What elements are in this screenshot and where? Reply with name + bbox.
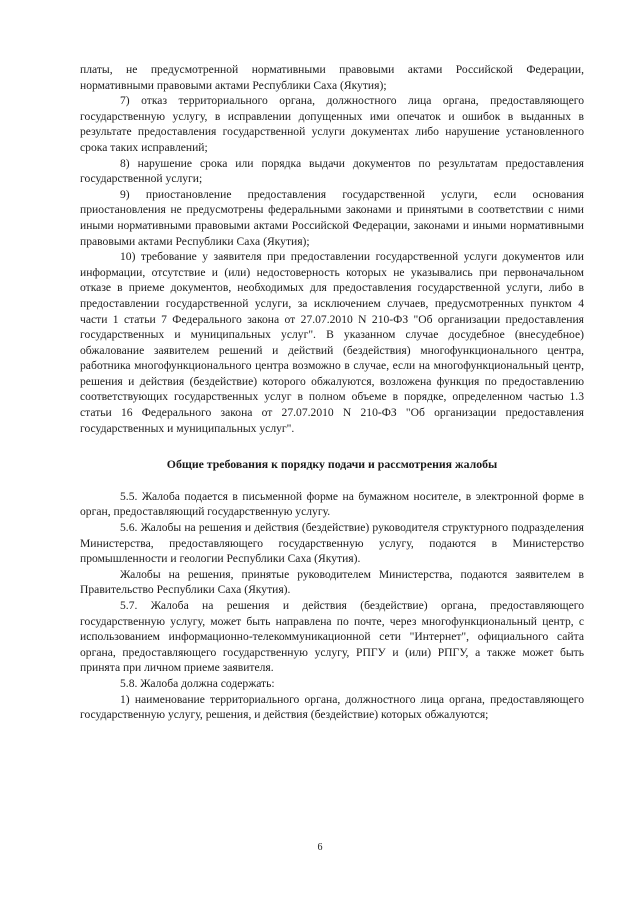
list-item-10: 10) требование у заявителя при предоставлении государственной услуги документов или информации, отсутствие и (или) недостоверность которых не указывались при первоначальном отказе в приеме документов, необходимых для предоставления государственной услуги, либо в предоставлении государственной услуги, за исключением случаев, предусмотренных пунктом 4 части 1 статьи 7 Федерального закона от 27.07.2010 N 210-ФЗ "Об организации предоставления государственных и муниципальных услуг". В указанном случае досудебное (внесудебное) обжалование заявителем решений и действий (бездействия) многофункционального центра, работника многофункционального центра возможно в случае, если на многофункциональный центр, решения и действия (бездействие) которого обжалуются, возложена функция по предоставлению соответствующих государственных услуг в полном объеме в порядке, определенном частью 1.3 статьи 16 Федерального закона от 27.07.2010 N 210-ФЗ "Об организации предоставления государственных и муниципальных услуг". [80,250,584,435]
paragraph-5-8: 5.8. Жалоба должна содержать: [120,676,275,690]
continuation-paragraph: платы, не предусмотренной нормативными правовыми актами Российской Федерации, нормативными правовыми актами Республики Саха (Якутия); [80,63,584,92]
paragraph-5-7: 5.7. Жалоба на решения и действия (бездействие) органа, предоставляющего государственную услугу, может быть направлена по почте, через многофункциональный центр, с использованием информационно-телекоммуникационной сети "Интернет", официального сайта органа, предоставляющего государственную услугу, РПГУ и (или) РПГУ, а также может быть принята при личном приеме заявителя. [80,599,584,675]
paragraph-5-8-item-1: 1) наименование территориального органа, должностного лица органа, предоставляющего государственную услугу, решения, и действия (бездействие) которых обжалуются; [80,692,584,722]
page-number: 6 [317,842,323,853]
list-item-7: 7) отказ территориального органа, должностного лица органа, предоставляющего государственную услугу, в исправлении допущенных ими опечаток и ошибок в выданных в результате предоставления государственной услуги документах либо нарушение установленного срока таких исправлений; [80,94,584,154]
list-item-9: 9) приостановление предоставления государственной услуги, если основания приостановления не предусмотрены федеральными законами и принятыми в соответствии с ними иными нормативными правовыми актами Российской Федерации, законами и иными нормативными правовыми актами Республики Саха (Якутия); [80,187,584,248]
list-item-8: 8) нарушение срока или порядка выдачи документов по результатам предоставления государственной услуги; [80,156,584,186]
document-body [80,62,584,723]
paragraph-5-6-continued: Жалобы на решения, принятые руководителем Министерства, подаются заявителем в Правительство Республики Саха (Якутия). [80,567,584,597]
paragraph-5-5: 5.5. Жалоба подается в письменной форме на бумажном носителе, в электронной форме в орган, предоставляющий государственную услугу. [80,489,584,519]
section-heading: Общие требования к порядку подачи и рассмотрения жалобы [166,457,498,472]
paragraph-5-6: 5.6. Жалобы на решения и действия (бездействие) руководителя структурного подразделения Министерства, предоставляющего государственную услугу, подаются в Министерство промышленности и геологии Республики Саха (Якутия). [80,521,584,566]
